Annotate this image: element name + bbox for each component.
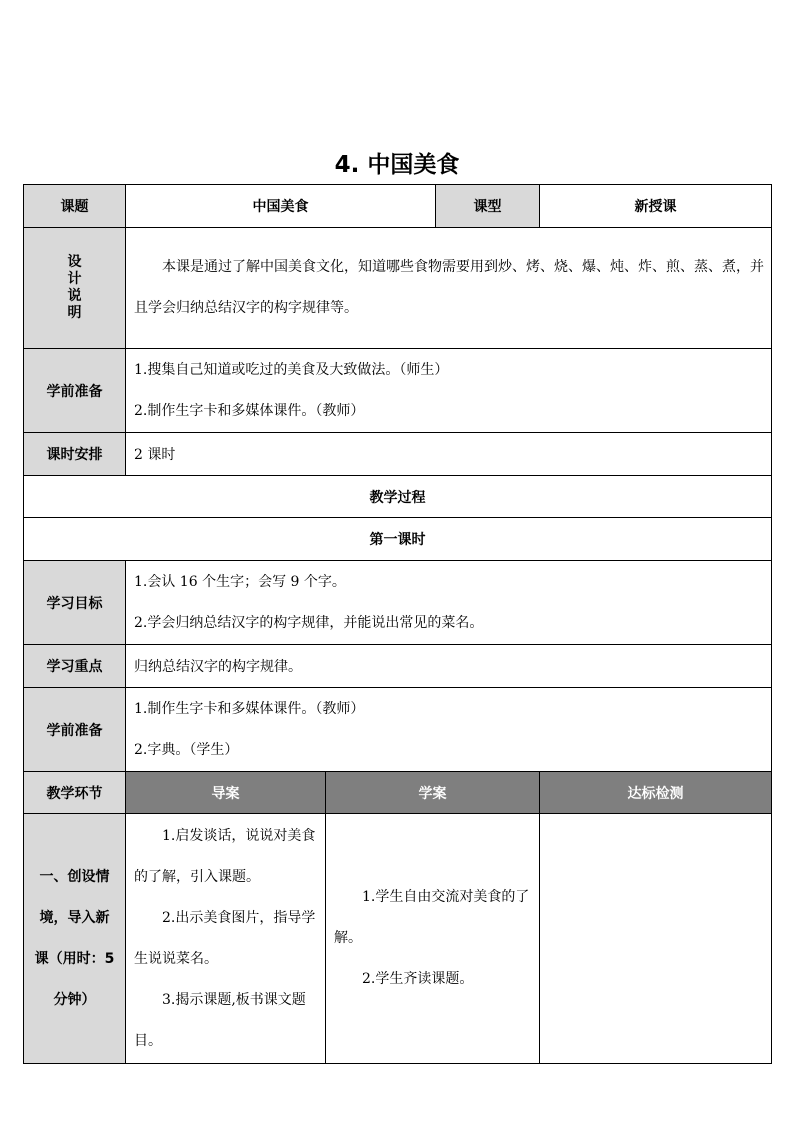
type-value: 新授课 [540, 185, 772, 228]
lesson1-title-row [24, 518, 772, 561]
step1-guide-item: 1.启发谈话，说说对美食的了解，引入课题。 [134, 827, 316, 885]
focus-value: 归纳总结汉字的构字规律。 [126, 645, 772, 688]
process-title: 教学过程 [24, 476, 772, 518]
schedule-value: 2 课时 [126, 433, 772, 476]
prep1-item: 1.搜集自己知道或吃过的美食及大致做法。（师生） [134, 361, 449, 378]
type-label: 课型 [436, 185, 540, 228]
prep2-content [126, 688, 772, 772]
focus-row [24, 645, 772, 688]
goals-item: 1.会认 16 个生字；会写 9 个字。 [134, 573, 346, 590]
focus-label: 学习重点 [24, 645, 126, 688]
step1-row [24, 814, 772, 1064]
design-label-cell [24, 228, 126, 349]
design-text: 本课是通过了解中国美食文化，知道哪些食物需要用到炒、烤、烧、爆、炖、炸、煎、蒸、煮，并且学会归纳总结汉字的构字规律等。 [134, 259, 764, 316]
prep1-item: 2.制作生字卡和多媒体课件。（教师） [134, 402, 365, 419]
lesson-plan-table [23, 184, 772, 1064]
goals-content [126, 561, 772, 645]
col-guide-header: 导案 [126, 772, 326, 814]
goals-row [24, 561, 772, 645]
step1-guide [126, 814, 326, 1064]
prep1-label: 学前准备 [24, 349, 126, 433]
col-stage-header: 教学环节 [24, 772, 126, 814]
prep1-content [126, 349, 772, 433]
step1-guide-item: 2.出示美食图片，指导学生说说菜名。 [134, 909, 316, 967]
schedule-row [24, 433, 772, 476]
step1-stage: 一、创设情境，导入新课（用时：5分钟） [24, 814, 126, 1064]
col-study-header: 学案 [326, 772, 540, 814]
process-title-row [24, 476, 772, 518]
design-label: 设计说明 [67, 254, 82, 321]
design-row [24, 228, 772, 349]
columns-header-row [24, 772, 772, 814]
page-title: 4. 中国美食 [334, 152, 460, 178]
step1-check [540, 814, 772, 1064]
schedule-label: 课时安排 [24, 433, 126, 476]
step1-study-item: 2.学生齐读课题。 [362, 971, 474, 987]
lesson1-title: 第一课时 [24, 518, 772, 561]
prep1-row [24, 349, 772, 433]
prep2-label: 学前准备 [24, 688, 126, 772]
prep2-item: 1.制作生字卡和多媒体课件。（教师） [134, 700, 365, 717]
prep2-row [24, 688, 772, 772]
step1-study [326, 814, 540, 1064]
topic-value: 中国美食 [126, 185, 436, 228]
design-text-cell [126, 228, 772, 349]
col-check-header: 达标检测 [540, 772, 772, 814]
step1-guide-item: 3.揭示课题,板书课文题目。 [134, 991, 306, 1049]
topic-label: 课题 [24, 185, 126, 228]
prep2-item: 2.字典。（学生） [134, 741, 239, 758]
header-row [24, 185, 772, 228]
step1-study-item: 1.学生自由交流对美食的了解。 [334, 889, 530, 946]
goals-item: 2.学会归纳总结汉字的构字规律，并能说出常见的菜名。 [134, 614, 484, 631]
goals-label: 学习目标 [24, 561, 126, 645]
